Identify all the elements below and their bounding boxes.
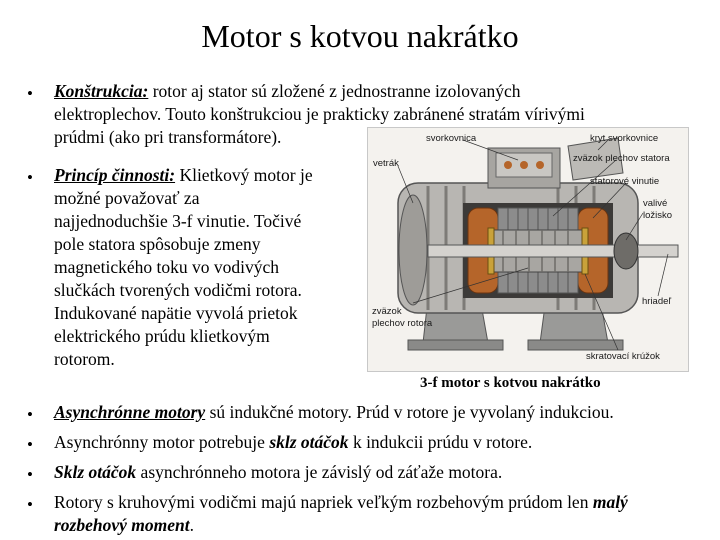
label-rotor-stack-1: zväzok [372,306,402,317]
motor-illustration [368,128,688,371]
label-short-ring: skratovací krúžok [586,351,660,362]
figure-caption: 3-f motor s kotvou nakrátko [420,375,601,391]
label-shaft: hriadeľ [642,296,672,307]
bullet-marker: • [27,435,33,454]
term-slip: sklz otáčok [269,432,349,452]
term-async: Asynchrónne motory [54,402,206,422]
label-terminal-box: svorkovnica [426,133,477,144]
term-slip-2: Sklz otáčok [54,462,137,482]
label-stator-stack: zväzok plechov statora [573,153,670,164]
label-rolling-1: valivé [643,198,668,209]
bullet-marker: • [27,405,33,424]
label-fan: vetrák [373,158,399,169]
label-terminal-cover: kryt svorkovnice [590,133,659,144]
slide-title: Motor s kotvou nakrátko [201,18,519,54]
term-starting-torque: rozbehový moment [54,515,190,535]
term-small: malý [592,492,628,512]
term-principle: Princíp činnosti: [54,165,176,185]
bullet-marker: • [27,84,33,103]
bullet-marker: • [27,168,33,187]
label-rotor-stack-2: plechov rotora [372,318,433,329]
bullet-marker: • [27,495,33,514]
label-stator-winding: statorové vinutie [590,176,660,187]
motor-cutaway-figure [367,127,689,372]
label-bearing: ložisko [643,210,673,221]
term-construction: Konštrukcia: [54,81,149,101]
bullet-marker: • [27,465,33,484]
